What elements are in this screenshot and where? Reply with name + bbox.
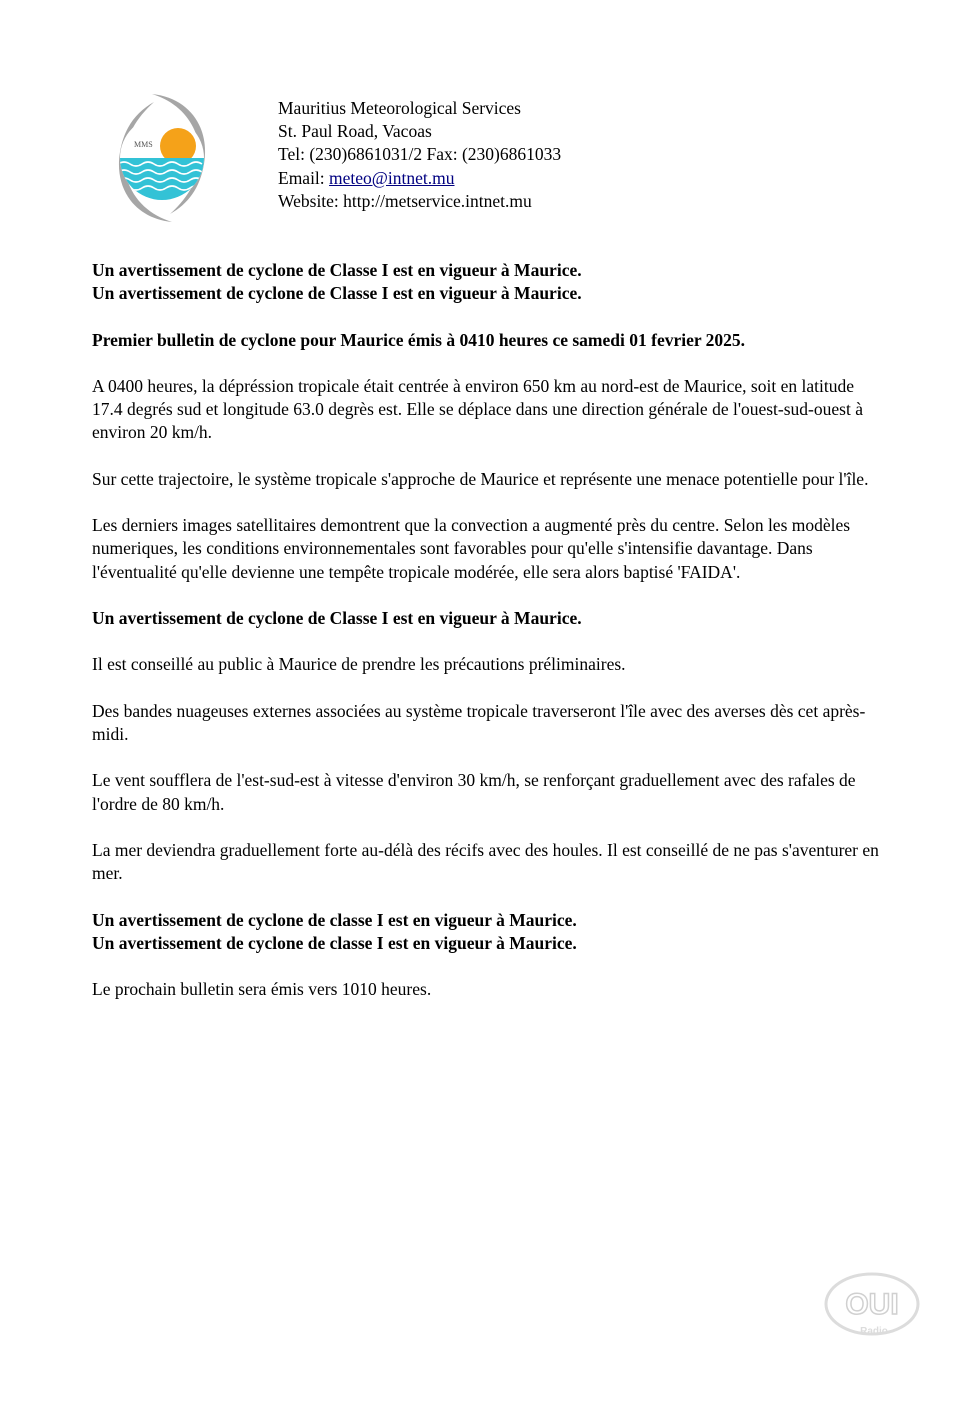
email-link[interactable]: meteo@intnet.mu [329, 167, 455, 188]
warning-line-3: Un avertissement de cyclone de Classe I est en vigueur à Maurice. [92, 607, 582, 628]
warning-line-5: Un avertissement de cyclone de classe I est en vigueur à Maurice. [92, 932, 577, 953]
header-contact-block [278, 97, 561, 213]
bulletin-body [92, 259, 882, 1025]
org-name: Mauritius Meteorological Services [278, 98, 521, 118]
watermark-brand: OUI [845, 1288, 899, 1321]
address: St. Paul Road, Vacoas [278, 121, 432, 142]
paragraph-trajectory: Sur cette trajectoire, le système tropicale s'approche de Maurice et représente une menace potentielle pour l'île. [92, 468, 869, 489]
paragraph-position: A 0400 heures, la dépréssion tropicale était centrée à environ 650 km au nord-est de Maurice, soit en latitude 17.4 degrés sud et longitude 63.0 degrès est. Elle se déplace dans une direction générale de l'ouest-sud-ouest à environ 20 km/h. [92, 375, 863, 443]
paragraph-clouds: Des bandes nuageuses externes associées au système tropicale traverseront l'île avec des averses dès cet après-midi. [92, 700, 866, 744]
website: Website: http://metservice.intnet.mu [278, 190, 532, 211]
oui-radio-watermark [822, 1270, 922, 1342]
logo-text: MMS [134, 140, 153, 149]
paragraph-advice: Il est conseillé au public à Maurice de prendre les précautions préliminaires. [92, 654, 626, 675]
paragraph-next-bulletin: Le prochain bulletin sera émis vers 1010 heures. [92, 979, 432, 1000]
warning-line-4: Un avertissement de cyclone de classe I est en vigueur à Maurice. [92, 909, 577, 930]
mms-logo [112, 92, 212, 224]
email-line [278, 167, 561, 190]
paragraph-satellite: Les derniers images satellitaires demontrent que la convection a augmenté près du centre. Selon les modèles numeriques, les conditions environnementales sont favorables pour qu'elle s'intensifie davantage. Dans l'éventualité qu'elle devienne une tempête tropicale modérée, elle sera alors baptisé 'FAIDA'. [92, 515, 851, 582]
warning-banner-bottom [92, 909, 882, 955]
email-label: Email: [278, 167, 330, 188]
warning-line-2: Un avertissement de cyclone de Classe I est en vigueur à Maurice. [92, 283, 582, 304]
bulletin-title: Premier bulletin de cyclone pour Maurice émis à 0410 heures ce samedi 01 fevrier 2025. [92, 329, 746, 350]
warning-banner-top [92, 259, 882, 305]
tel-fax: Tel: (230)6861031/2 Fax: (230)6861033 [278, 144, 562, 165]
paragraph-sea: La mer deviendra graduellement forte au-délà des récifs avec des houles. Il est conseillé de ne pas s'aventurer en mer. [92, 839, 879, 884]
warning-line-1: Un avertissement de cyclone de Classe I est en vigueur à Maurice. [92, 260, 582, 280]
paragraph-wind: Le vent soufflera de l'est-sud-est à vitesse d'environ 30 km/h, se renforçant graduellement avec des rafales de l'ordre de 80 km/h. [92, 770, 856, 814]
watermark-sub: Radio [860, 1326, 888, 1337]
